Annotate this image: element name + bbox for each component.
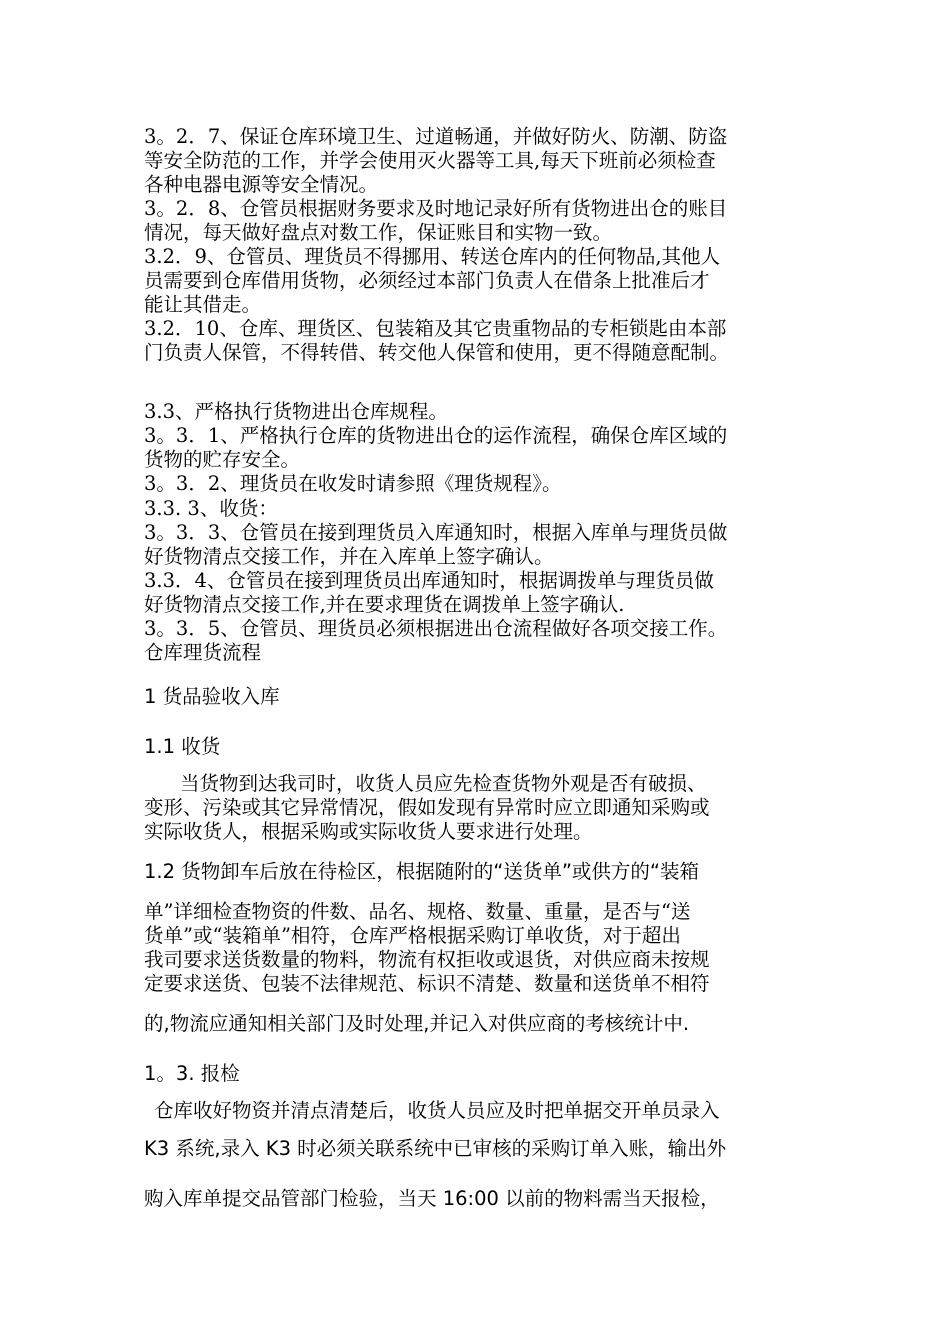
section-1-2-last-line: 的,物流应通知相关部门及时处理,并记入对供应商的考核统计中. [144,1012,690,1035]
paragraph-3-2-9-line-2: 员需要到仓库借用货物，必须经过本部门负责人在借条上批准后才 [144,269,710,292]
paragraph-3-3-2: 3。3．2、理货员在收发时请参照《理货规程》。 [144,472,562,495]
paragraph-3-2-9-line-1: 3.2．9、仓管员、理货员不得挪用、转送仓库内的任何物品,其他人 [144,245,721,268]
section-1-2-body-line-1: 单”详细检查物资的件数、品名、规格、数量、重量，是否与“送 [144,900,691,923]
paragraph-3-2-9-line-3: 能让其借走。 [144,293,262,316]
section-1-2-body-line-3: 我司要求送货数量的物料，物流有权拒收或退货，对供应商未按规 [144,948,710,971]
section-1-1-body-line-1: 当货物到达我司时，收货人员应先检查货物外观是否有破损、 [180,772,707,795]
section-1-3-line-1: 仓库收好物资并清点清楚后，收货人员应及时把单据交开单员录入 [154,1099,720,1122]
paragraph-3-3-4-line-2: 好货物清点交接工作,并在要求理货在调拨单上签字确认. [144,593,625,616]
paragraph-3-2-7-line-1: 3。2．7、保证仓库环境卫生、过道畅通，并做好防火、防潮、防盗 [144,125,728,148]
paragraph-3-2-8-line-1: 3。2．8、仓管员根据财务要求及时地记录好所有货物进出仓的账目 [144,197,728,220]
paragraph-3-3-5: 3。3．5、仓管员、理货员必须根据进出仓流程做好各项交接工作。 [144,617,728,640]
section-1-2-first-line: 1.2 货物卸车后放在待检区，根据随附的“送货单”或供方的“装箱 [144,860,700,883]
paragraph-3-2-10-line-1: 3.2．10、仓库、理货区、包装箱及其它贵重物品的专柜锁匙由本部 [144,317,727,340]
section-1-3-heading: 1。3. 报检 [144,1062,240,1085]
paragraph-3-3-3-line-2: 好货物清点交接工作，并在入库单上签字确认。 [144,545,554,568]
section-1-2-body-line-4: 定要求送货、包装不法律规范、标识不清楚、数量和送货单不相符 [144,972,710,995]
paragraph-3-2-7-line-2: 等安全防范的工作，并学会使用灭火器等工具,每天下班前必须检查 [144,149,716,172]
paragraph-3-3-4-line-1: 3.3．4、仓管员在接到理货员出库通知时，根据调拨单与理货员做 [144,569,714,592]
section-1-3-line-2: K3 系统,录入 K3 时必须关联系统中已审核的采购订单入账，输出外 [144,1137,727,1160]
section-1-1-body-line-2: 变形、污染或其它异常情况，假如发现有异常时应立即通知采购或 [144,796,710,819]
section-1-2-body-line-2: 货单”或“装箱单”相符，仓库严格根据采购订单收货，对于超出 [144,924,681,947]
section-3-3-heading: 3.3、严格执行货物进出仓库规程。 [144,400,449,423]
paragraph-3-3-1-line-2: 货物的贮存安全。 [144,448,301,471]
paragraph-3-3-1-line-1: 3。3．1、严格执行仓库的货物进出仓的运作流程，确保仓库区域的 [144,424,728,447]
paragraph-3-2-7-line-3: 各种电器电源等安全情况。 [144,173,379,196]
paragraph-3-3-3-line-1: 3。3．3、仓管员在接到理货员入库通知时，根据入库单与理货员做 [144,521,728,544]
section-1-3-line-3: 购入库单提交品管部门检验，当天 16:00 以前的物料需当天报检， [144,1187,720,1210]
section-1-heading: 1 货品验收入库 [144,685,280,708]
paragraph-3-2-8-line-2: 情况，每天做好盘点对数工作，保证账目和实物一致。 [144,221,613,244]
flow-title: 仓库理货流程 [144,641,262,664]
section-1-1-heading: 1.1 收货 [144,735,221,758]
item-3-3-3-heading: 3.3. 3、收货： [144,497,278,520]
section-1-1-body-line-3: 实际收货人，根据采购或实际收货人要求进行处理。 [144,820,593,843]
paragraph-3-2-10-line-2: 门负责人保管，不得转借、转交他人保管和使用，更不得随意配制。 [144,341,730,364]
